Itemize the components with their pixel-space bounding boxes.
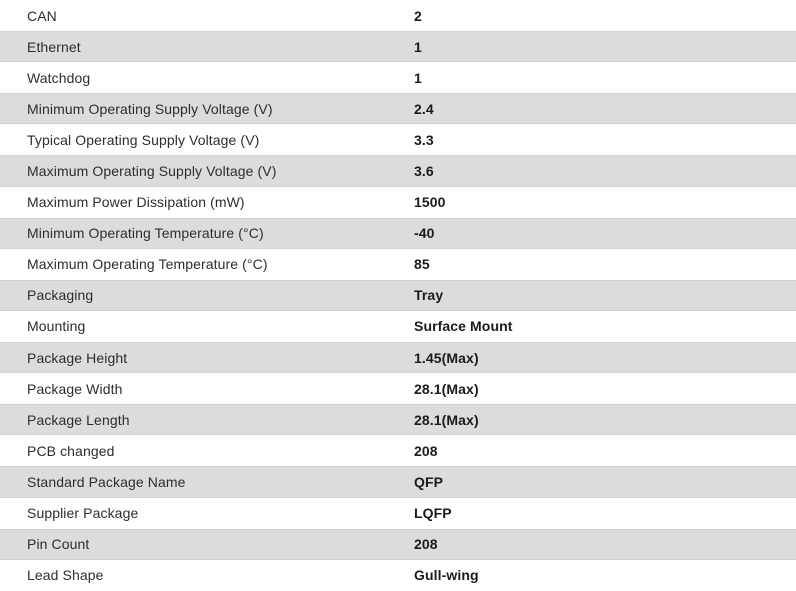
spec-value: 2 <box>414 7 422 24</box>
spec-value: 3.6 <box>414 163 434 180</box>
table-row <box>0 0 796 31</box>
spec-label: Typical Operating Supply Voltage (V) <box>27 131 260 148</box>
table-row <box>0 311 796 342</box>
table-row <box>0 62 796 93</box>
spec-value: 208 <box>414 442 438 459</box>
spec-value: Surface Mount <box>414 318 513 335</box>
spec-label: CAN <box>27 7 57 24</box>
spec-value: 1.45(Max) <box>414 349 479 366</box>
spec-label: Mounting <box>27 318 86 335</box>
spec-label: Pin Count <box>27 536 90 553</box>
spec-label: Ethernet <box>27 38 81 55</box>
spec-label: Minimum Operating Temperature (°C) <box>27 225 264 242</box>
table-row <box>0 93 796 124</box>
spec-value: Gull-wing <box>414 567 479 584</box>
spec-label: Maximum Operating Temperature (°C) <box>27 256 268 273</box>
table-row <box>0 280 796 311</box>
table-row <box>0 124 796 155</box>
spec-value: -40 <box>414 225 435 242</box>
spec-label: Supplier Package <box>27 505 139 522</box>
spec-value: 28.1(Max) <box>414 411 479 428</box>
table-row <box>0 466 796 497</box>
spec-label: Lead Shape <box>27 567 104 584</box>
spec-value: QFP <box>414 473 444 490</box>
spec-label: PCB changed <box>27 442 115 459</box>
table-row <box>0 218 796 249</box>
table-row <box>0 31 796 62</box>
spec-value: 2.4 <box>414 100 434 117</box>
spec-value: 1500 <box>414 194 446 211</box>
table-row <box>0 373 796 404</box>
table-row <box>0 342 796 373</box>
spec-value: 85 <box>414 256 430 273</box>
spec-value: 1 <box>414 69 422 86</box>
table-row <box>0 498 796 529</box>
table-row <box>0 187 796 218</box>
spec-label: Maximum Operating Supply Voltage (V) <box>27 163 277 180</box>
spec-value: Tray <box>414 287 444 304</box>
table-row <box>0 249 796 280</box>
spec-value: 3.3 <box>414 131 434 148</box>
table-row <box>0 435 796 466</box>
spec-label: Watchdog <box>27 69 91 86</box>
table-row <box>0 155 796 186</box>
spec-value: 1 <box>414 38 422 55</box>
table-row <box>0 560 796 591</box>
spec-value: 28.1(Max) <box>414 380 479 397</box>
spec-label: Standard Package Name <box>27 473 186 490</box>
spec-label: Package Width <box>27 380 123 397</box>
spec-label: Package Length <box>27 411 130 428</box>
table-row <box>0 404 796 435</box>
spec-label: Minimum Operating Supply Voltage (V) <box>27 100 273 117</box>
spec-label: Maximum Power Dissipation (mW) <box>27 194 245 211</box>
table-row <box>0 529 796 560</box>
spec-label: Packaging <box>27 287 94 304</box>
spec-value: LQFP <box>414 505 452 522</box>
spec-value: 208 <box>414 536 438 553</box>
spec-label: Package Height <box>27 349 128 366</box>
